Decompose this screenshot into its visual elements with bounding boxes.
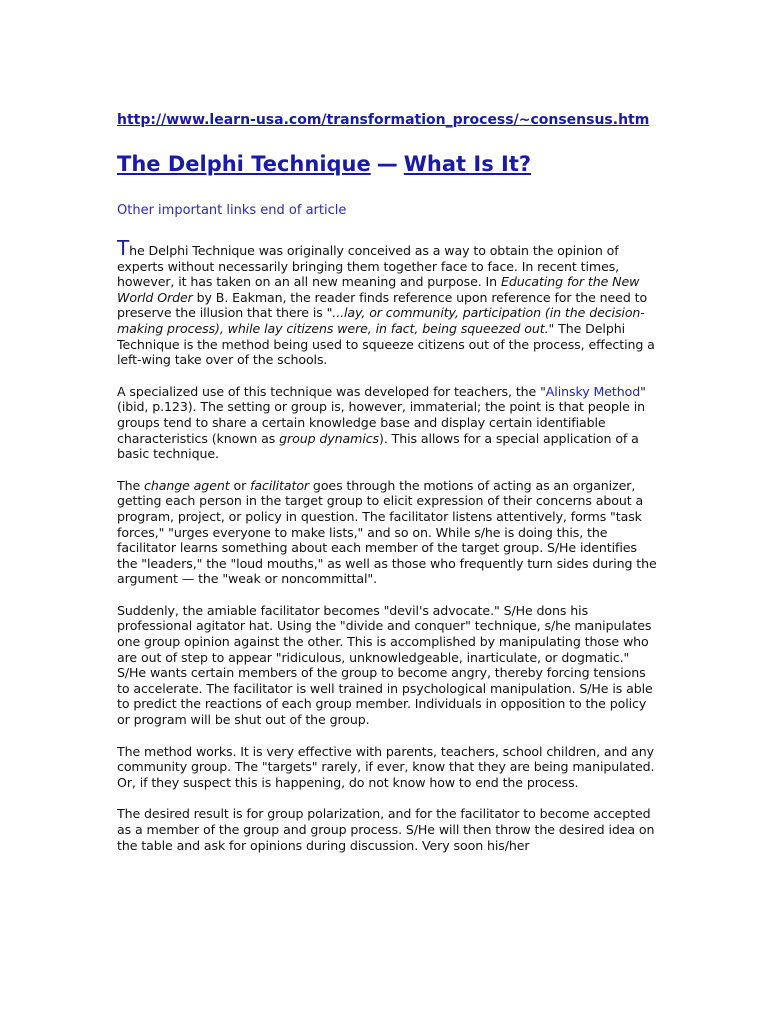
book-quote: ...lay, or community, participation (in the decision-making process), while lay citizens were, in fact, being squeezed out. — [117, 305, 645, 336]
paragraph-3-text-b: or — [229, 477, 251, 493]
paragraph-1-text-a: he Delphi Technique was originally conceived as a way to obtain the opinion of experts without necessarily bringing them together face to face. In recent times, however, it has taken on an all new meaning and purpose. In — [117, 243, 620, 290]
paragraph-1 — [117, 236, 659, 368]
paragraph-2-text-a: A specialized use of this technique was developed for teachers, the " — [117, 383, 546, 399]
drop-cap: T — [117, 236, 130, 260]
alinsky-method-link[interactable]: Alinsky Method — [545, 383, 641, 399]
change-agent-term: change agent — [144, 477, 230, 493]
paragraph-1-text-c: " The Delphi Technique is the method being used to squeeze citizens out of the process, effecting a left-wing take over of the schools. — [117, 320, 655, 368]
title-link-what-is-it[interactable]: What Is It? — [403, 152, 532, 176]
paragraph-2 — [117, 384, 659, 462]
title-link-delphi-technique[interactable]: The Delphi Technique — [117, 152, 371, 176]
book-title: Educating for the New World Order — [117, 274, 640, 305]
paragraph-2-text-b: " (ibid, p.123). The setting or group is, however, immaterial; the point is that people in groups tend to share a certain knowledge base and display certain identifiable characteristics (known as — [117, 383, 646, 446]
title-dash: — — [376, 152, 398, 176]
paragraph-2-text-c: ). This allows for a special application of a basic technique. — [117, 430, 639, 462]
article-body — [117, 236, 659, 869]
paragraph-3 — [117, 478, 659, 587]
paragraph-3-text-c: goes through the motions of acting as an organizer, getting each person in the target group to elicit expression of their concerns about a program, project, or policy in question. The facilitator listens attentively, forms "task forces," "urges everyone to make lists," and so on. While s/he is doing this, the facilitator learns something about each member of the target group. S/He identifies the "leaders," the "loud mouths," as well as those who frequently turn sides during the argument — the "weak or noncommittal". — [117, 477, 657, 587]
paragraph-5: The method works. It is very effective with parents, teachers, school children, and any community group. The "targets" rarely, if ever, know that they are being manipulated. Or, if they suspect this is happening, do not know how to end the process. — [117, 743, 655, 790]
other-links-note: Other important links end of article — [117, 203, 347, 218]
facilitator-term: facilitator — [250, 477, 310, 493]
paragraph-1-text-b: by B. Eakman, the reader finds reference upon reference for the need to preserve the illusion that there is " — [117, 289, 648, 321]
page-title — [117, 152, 531, 176]
paragraph-4: Suddenly, the amiable facilitator becomes "devil's advocate." S/He dons his professional agitator hat. Using the "divide and conquer" technique, s/he manipulates one group opinion against the other. This is accomplished by manipulating those who are out of step to appear "ridiculous, unknowledgeable, inarticulate, or dogmatic." S/He wants certain members of the group to become angry, thereby forcing tensions to accelerate. The facilitator is well trained in psychological manipulation. S/He is able to predict the reactions of each group member. Individuals in opposition to the policy or program will be shut out of the group. — [117, 602, 653, 728]
paragraph-3-text-a: The — [117, 477, 145, 493]
group-dynamics-term: group dynamics — [279, 430, 380, 446]
source-url-link[interactable]: http://www.learn-usa.com/transformation_process/~consensus.htm — [117, 112, 650, 128]
paragraph-6: The desired result is for group polarization, and for the facilitator to become accepted as a member of the group and group process. S/He will then throw the desired idea on the table and ask for opinions during discussion. Very soon his/her — [117, 806, 655, 853]
